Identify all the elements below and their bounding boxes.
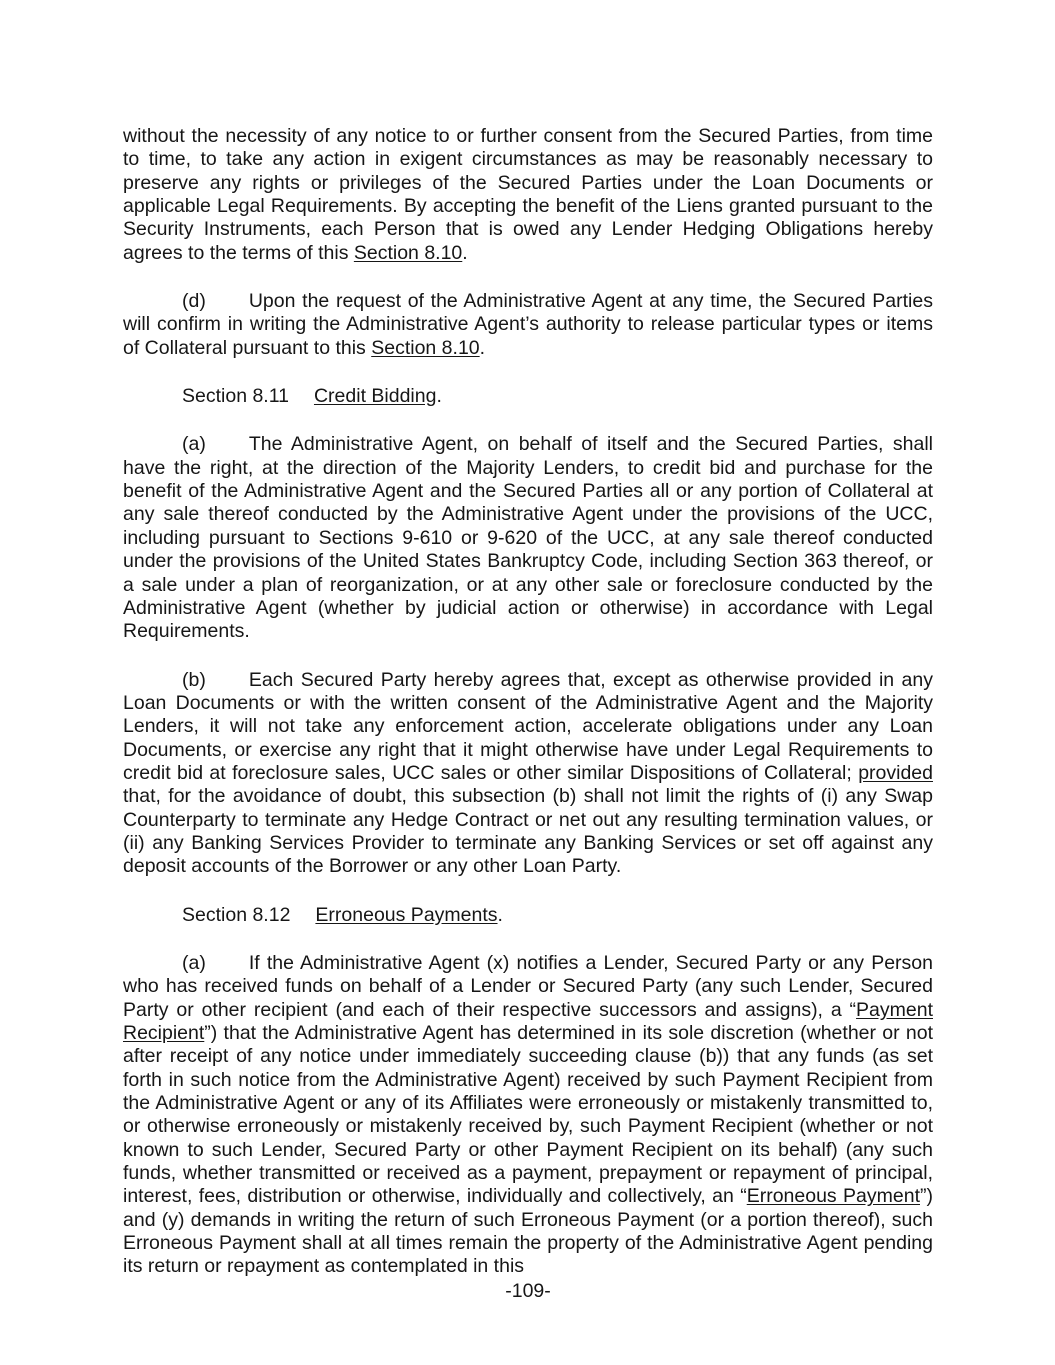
paragraph-d (123, 290, 933, 360)
underlined-term: Erroneous Payment (746, 1185, 920, 1208)
page-number: -109- (505, 1280, 551, 1302)
text-run: If the Administrative Agent (x) notifies a Lender, Secured Party or any Person who has received funds on behalf of a Lender or Secured Party (any such Lender, Secured Party or other recipient (and each of their respective successors and assigns), a “ (123, 951, 933, 1021)
underlined-term: Section 8.10 (353, 241, 463, 264)
continuation-paragraph (123, 125, 933, 265)
paragraph-text (123, 952, 933, 1277)
section-number: Section 8.12 (182, 903, 291, 926)
section-title (314, 385, 442, 407)
paragraph-text (123, 290, 933, 359)
paragraph-8-12-a (123, 952, 933, 1279)
text-run: The Administrative Agent, on behalf of itself and the Secured Parties, shall have the right, at the direction of the Majority Lenders, to credit bid and purchase for the benefit of the Administrative Agent and the Secured Parties all or any portion of Collateral at any sale thereof conducted by the Administrative Agent under the provisions of the UCC, including pursuant to Sections 9-610 or 9-620 of the UCC, at any sale thereof conducted under the provisions of the United States Bankruptcy Code, including Section 363 thereof, or a sale under a plan of reorganization, or at any other sale or foreclosure conducted by the Administrative Agent (whether by judicial action or otherwise) in accordance with Legal Requirements. (123, 433, 933, 643)
text-run: . (462, 241, 468, 264)
text-run: without the necessity of any notice to or further consent from the Secured Parties, from time to time, to take any action in exigent circumstances as may be reasonably necessary to preserve any rights or privileges of the Secured Parties under the Loan Documents or applicable Legal Requirements. By accepting the benefit of the Liens granted pursuant to the Security Instruments, each Person that is owed any Lender Hedging Obligations hereby agrees to the terms of this (123, 125, 933, 264)
text-run: ”) that the Administrative Agent has determined in its sole discretion (whether or not after receipt of any notice under immediately succeeding clause (b)) that any funds (as set forth in such notice from the Administrative Agent) received by such Payment Recipient from the Administrative Agent or any of its Affiliates were erroneously or mistakenly transmitted to, or otherwise erroneously or mistakenly received by, such Payment Recipient (whether or not known to such Lender, Secured Party or other Payment Recipient on its behalf) (any such funds, whether transmitted or received as a payment, prepayment or repayment of principal, interest, fees, distribution or otherwise, individually and collectively, an “ (123, 1022, 933, 1208)
underlined-term: Erroneous Payments (315, 903, 498, 926)
paragraph-8-11-b (123, 669, 933, 879)
underlined-term: Credit Bidding (313, 385, 437, 408)
document-page-text-block (123, 125, 933, 1279)
text-run: ”) and (y) demands in writing the return of such Erroneous Payment (or a portion thereof), such Erroneous Payment shall at all times remain the property of the Administrative Agent pending its return or repayment as contemplated in this (123, 1185, 933, 1278)
section-number: Section 8.11 (182, 385, 289, 408)
paragraph-label: (b) (182, 668, 206, 691)
section-8-11-heading (123, 385, 933, 408)
paragraph-label: (a) (182, 433, 206, 456)
text-run: Each Secured Party hereby agrees that, except as otherwise provided in any Loan Documents or with the written consent of the Administrative Agent and the Majority Lenders, it will not take any enforcement action, accelerate obligations under any Loan Documents, or exercise any right that it might otherwise have under Legal Requirements to credit bid at foreclosure sales, UCC sales or other similar Dispositions of Collateral; (123, 668, 933, 784)
underlined-term: provided (858, 761, 933, 784)
paragraph-label: (d) (182, 290, 206, 313)
underlined-term: Section 8.10 (371, 336, 480, 359)
paragraph-text (123, 125, 933, 264)
text-run: . (436, 385, 442, 408)
paragraph-label: (a) (182, 951, 206, 974)
section-title (315, 904, 503, 926)
section-8-12-heading (123, 904, 933, 927)
underlined-term: Payment Recipient (123, 998, 933, 1044)
paragraph-text (123, 433, 933, 642)
text-run: . (479, 336, 486, 359)
text-run: that, for the avoidance of doubt, this subsection (b) shall not limit the rights of (i) any Swap Counterparty to terminate any Hedge Contract or net out any resulting termination values, or (ii) any Banking Services Provider to terminate any Banking Services or set off against any deposit accounts of the Borrower or any other Loan Party. (123, 785, 933, 878)
paragraph-8-11-a (123, 433, 933, 643)
text-run: Upon the request of the Administrative Agent at any time, the Secured Parties will confirm in writing the Administrative Agent’s authority to release particular types or items of Collateral pursuant to this (123, 290, 933, 359)
paragraph-text (123, 669, 933, 878)
text-run: . (497, 903, 503, 926)
